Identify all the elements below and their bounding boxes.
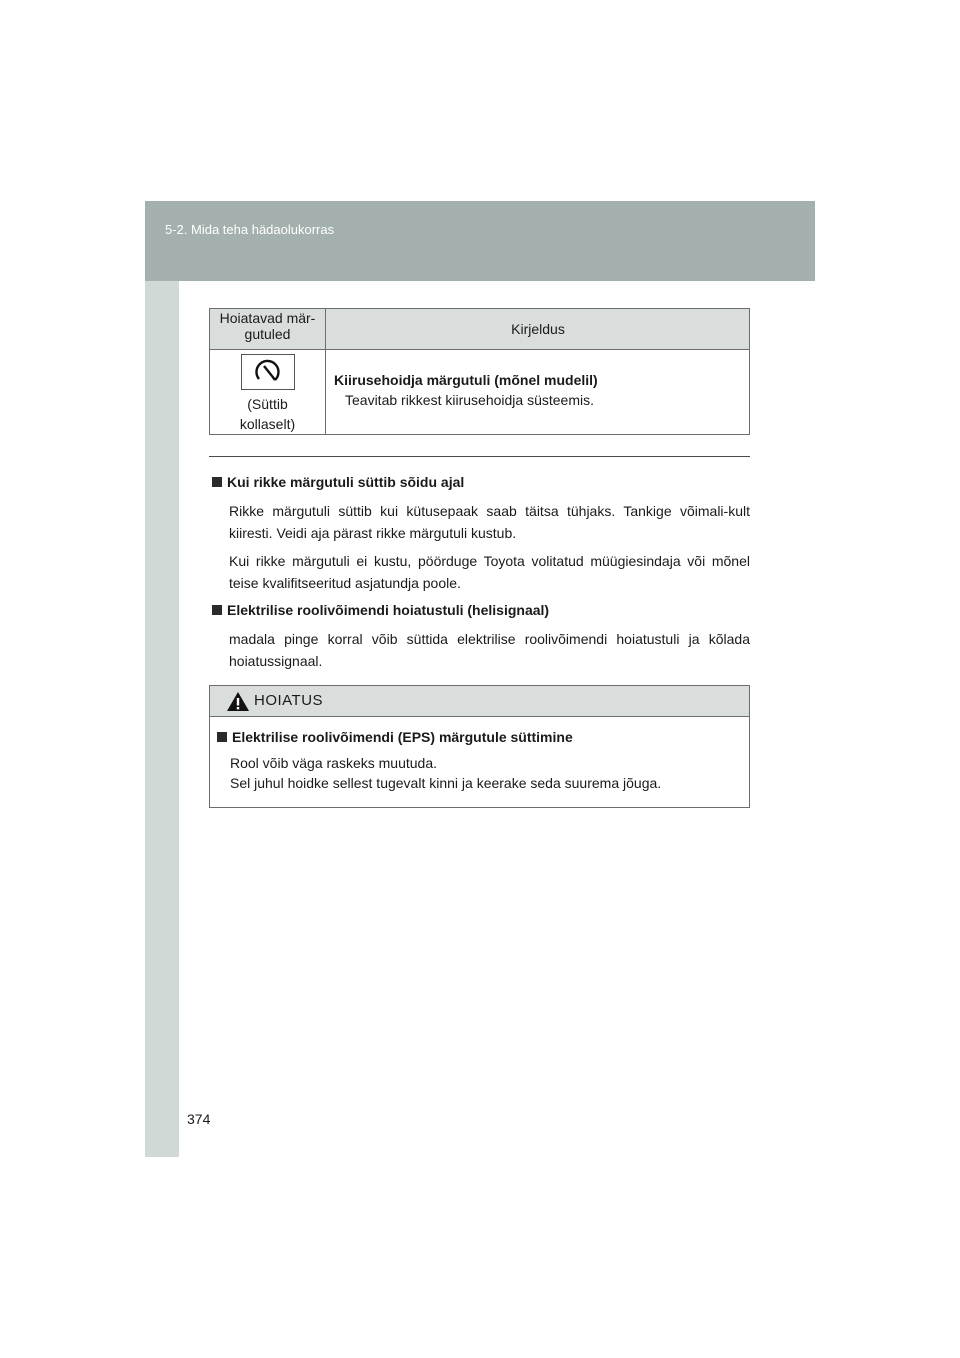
page-number: 374 [187, 1111, 211, 1127]
side-strip [145, 281, 179, 1157]
indicator-description: Teavitab rikkest kiirusehoidja süsteemis. [345, 392, 594, 408]
warning-line: Rool võib väga raskeks muutuda. [230, 755, 437, 771]
column-separator [325, 309, 326, 434]
section-title: 5-2. Mida teha hädaolukorras [165, 222, 335, 237]
note-paragraph: madala pinge korral võib süttida elektrilise roolivõimendi hoiatustuli ja kõlada hoiatussignaal. [229, 631, 750, 669]
note-heading-text: Kui rikke märgutuli süttib sõidu ajal [227, 474, 465, 490]
square-bullet-icon [217, 732, 227, 742]
warning-lights-table [209, 308, 750, 435]
warning-line: Sel juhul hoidke sellest tugevalt kinni ja keerake seda suurema jõuga. [230, 775, 662, 791]
note-paragraph: Rikke märgutuli süttib kui kütusepaak saab täitsa tühjaks. Tankige võimali-kult kiiresti. Veidi aja pärast rikke märgutuli kustub. [229, 503, 750, 541]
square-bullet-icon [212, 605, 222, 615]
indicator-caption-line1: (Süttib [247, 396, 288, 412]
column-header-lights [210, 310, 325, 342]
column-header-lights-line2: gutuled [244, 326, 291, 342]
indicator-caption-line2: kollaselt) [239, 416, 296, 432]
note-heading-malfunction [209, 472, 750, 492]
warning-body [214, 727, 744, 793]
note-heading-text: Elektrilise roolivõimendi hoiatustuli (helisignaal) [227, 602, 550, 618]
column-header-description: Kirjeldus [511, 321, 565, 337]
warning-heading [214, 727, 744, 747]
note-heading-eps [209, 600, 750, 620]
warning-box [209, 685, 750, 808]
table-header [210, 309, 749, 350]
note-paragraph: Kui rikke märgutuli ei kustu, pöörduge Toyota volitatud müügiesindaja või mõnel teise kvalifitseeritud asjatundja poole. [229, 553, 750, 591]
indicator-title: Kiirusehoidja märgutuli (mõnel mudelil) [334, 372, 598, 388]
warning-triangle-icon [226, 691, 250, 712]
square-bullet-icon [212, 477, 222, 487]
section-divider [209, 456, 750, 457]
warning-header [210, 686, 749, 717]
column-header-lights-line1: Hoiatavad mär- [219, 310, 316, 326]
page-header [145, 201, 815, 281]
notes-block [209, 472, 750, 678]
indicator-caption [210, 394, 325, 434]
warning-heading-text: Elektrilise roolivõimendi (EPS) märgutule süttimine [232, 729, 573, 745]
cruise-control-indicator-icon [241, 354, 295, 390]
warning-title: HOIATUS [254, 692, 324, 709]
